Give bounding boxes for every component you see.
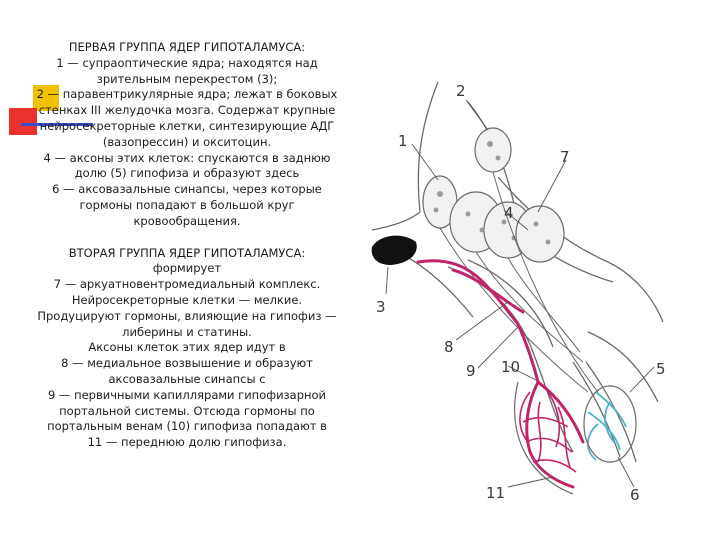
arcuate-complex (450, 192, 564, 262)
paraventricular-nucleus (475, 128, 511, 172)
label-9: 9 (466, 362, 476, 380)
label-7: 7 (560, 148, 570, 166)
group1-line: зрительным перекрестом (3); (96, 71, 278, 86)
brain-outlines (372, 82, 663, 462)
label-leaders (386, 100, 654, 487)
label-6: 6 (630, 486, 640, 504)
group2-line: либерины и статины. (122, 324, 252, 339)
group1-line: гормоны попадают в большой круг (79, 197, 295, 212)
label-3: 3 (376, 298, 386, 316)
pituitary-outline (515, 382, 636, 494)
group1-line: долю (5) гипофиза и образуют здесь (74, 166, 300, 181)
group1-line: кровообращения. (133, 213, 241, 228)
group1-line: 2 — паравентрикулярные ядра; лежат в боковых (36, 87, 338, 102)
group2-line: 9 — первичными капиллярами гипофизарной (47, 387, 327, 402)
label-1: 1 (398, 132, 408, 150)
group2-line: 7 — аркуатновентромедиальный комплекс. (53, 277, 321, 292)
group2-line: 11 — переднюю долю гипофиза. (87, 435, 287, 450)
group2-line: портальной системы. Отсюда гормоны по (59, 403, 315, 418)
group2-line: портальным венам (10) гипофиза попадают в (47, 419, 327, 434)
group1-line: 6 — аксовазальные синапсы, через которые (52, 182, 322, 197)
group2-line: аксовазальные синапсы с (108, 371, 266, 386)
hypothalamus-pituitary-diagram (358, 62, 678, 517)
group1-title: ПЕРВАЯ ГРУППА ЯДЕР ГИПОТАЛАМУСА: (68, 40, 306, 54)
group2-line: Нейросекреторные клетки — мелкие. (71, 292, 303, 307)
label-2: 2 (456, 82, 466, 100)
label-10: 10 (501, 358, 521, 376)
group2-title: ВТОРАЯ ГРУППА ЯДЕР ГИПОТАЛАМУСА: (68, 245, 306, 260)
group1-line: 1 — супраоптические ядра; находятся над (56, 55, 318, 70)
group2-line: Продуцируют гормоны, влияющие на гипофиз — (37, 308, 337, 323)
label-4: 4 (504, 204, 514, 222)
group2-line: Аксоны клеток этих ядер идут в (88, 340, 286, 355)
group1-line: 4 — аксоны этих клеток: спускаются в заднюю (43, 150, 331, 165)
group1-line: нейросекреторные клетки, синтезирующие АДГ (39, 118, 335, 133)
optic-chiasm (372, 236, 417, 265)
group1-line: (вазопрессин) и окситоцин. (102, 134, 272, 149)
group1-line: стенках III желудочка мозга. Содержат крупные (38, 103, 336, 118)
group2-line: 8 — медиальное возвышение и образуют (61, 356, 313, 371)
posterior-pituitary-capillaries (588, 392, 626, 460)
group2-line: формирует (152, 261, 222, 276)
description-text (22, 40, 352, 451)
label-5: 5 (656, 360, 666, 378)
label-8: 8 (444, 338, 454, 356)
label-11: 11 (486, 484, 506, 502)
